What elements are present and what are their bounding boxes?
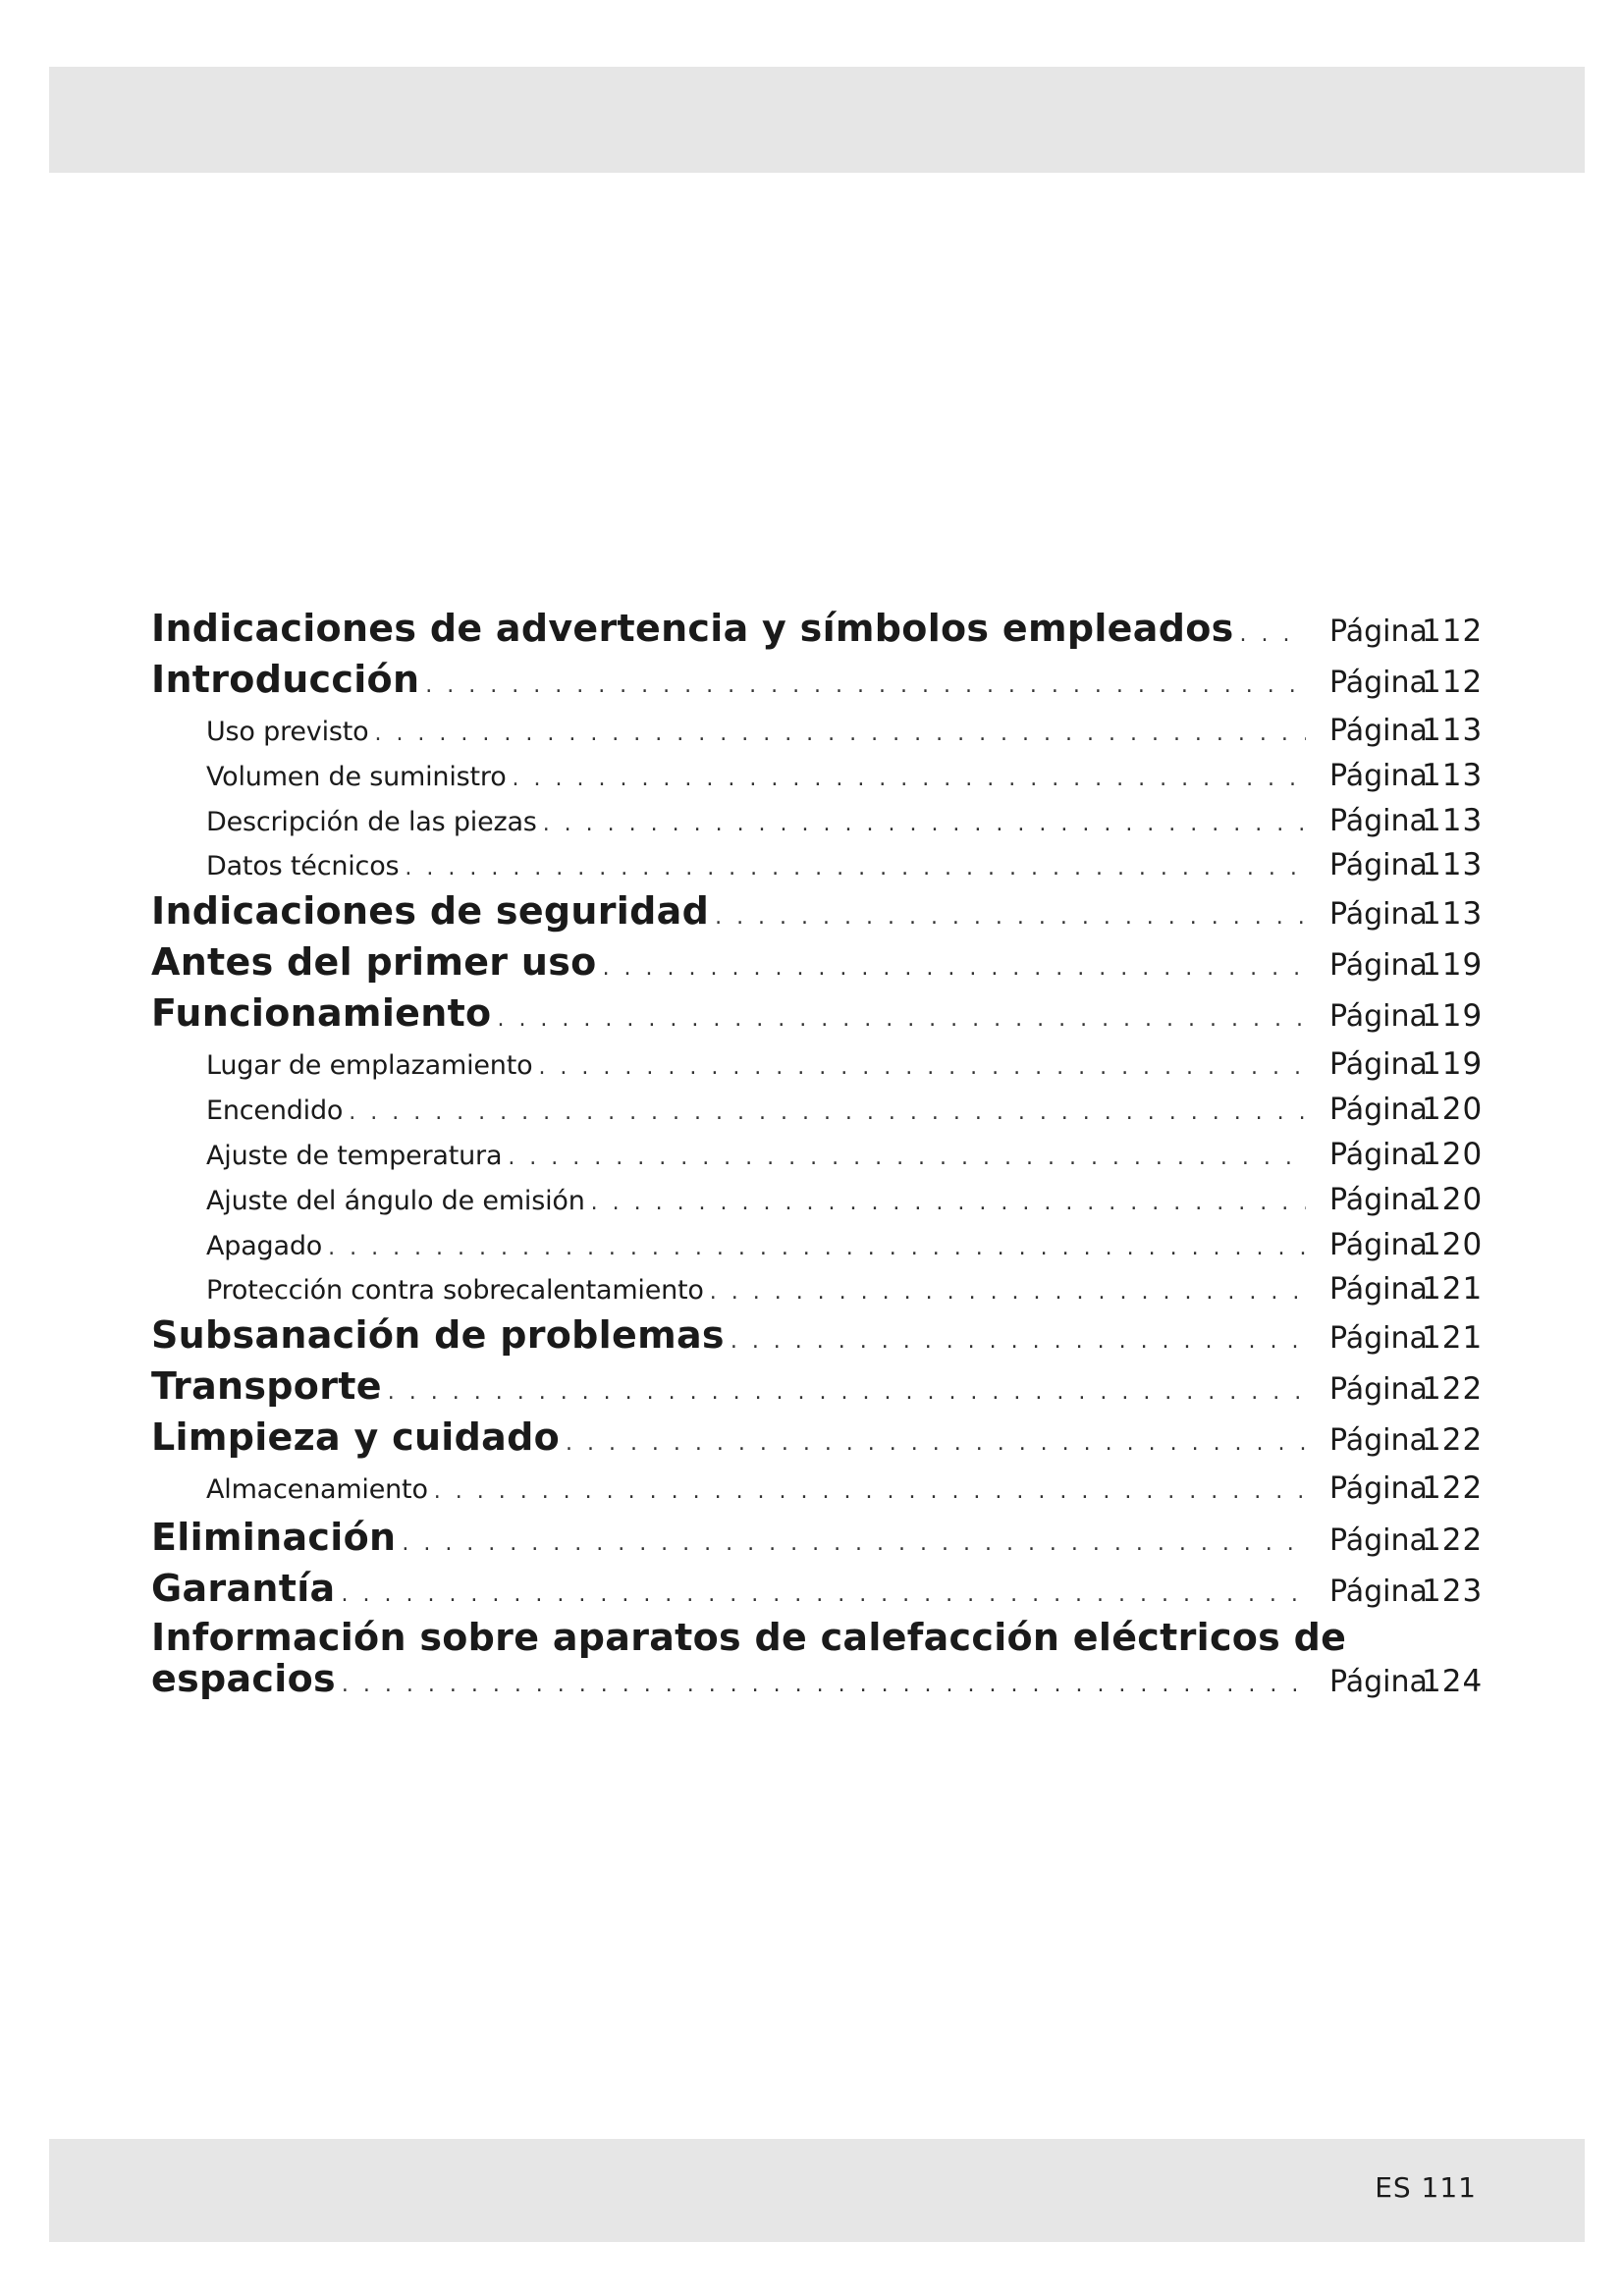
toc-page-number: 119 [1422,1046,1484,1082]
dot-leader [508,1146,1306,1170]
toc-entry-title: Uso previsto [206,717,369,747]
toc-entry-title: Descripción de las piezas [206,807,537,837]
dot-leader [328,1236,1306,1260]
toc-entry[interactable] [151,940,1484,984]
toc-subentry[interactable] [206,1227,1484,1262]
toc-page-label: Página [1329,1047,1428,1082]
toc-subentry[interactable] [206,803,1484,838]
toc-entry-title-line2: espacios [151,1657,336,1700]
toc-subentry[interactable] [206,1092,1484,1127]
dot-leader [543,812,1306,836]
toc-page-number: 120 [1422,1137,1484,1172]
toc-entry[interactable] [151,1313,1484,1357]
toc-page-number: 120 [1422,1227,1484,1262]
footer-band [49,2139,1585,2242]
toc-entry-title: Protección contra sobrecalentamiento [206,1275,704,1306]
toc-page-label: Página [1329,1423,1428,1458]
toc-entry-title: Ajuste de temperatura [206,1141,503,1171]
dot-leader [342,1582,1306,1607]
toc-entry[interactable] [151,658,1484,701]
toc-entry[interactable] [151,1415,1484,1459]
toc-entry[interactable] [151,1364,1484,1408]
toc-entry-title-line1: Información sobre aparatos de calefacción eléctricos de [151,1616,1347,1659]
toc-entry-title: Lugar de emplazamiento [206,1050,533,1081]
toc-subentry[interactable] [206,1182,1484,1217]
toc-entry-title: Introducción [151,658,420,701]
toc-page-label: Página [1329,1372,1428,1407]
dot-leader [566,1431,1306,1456]
toc-entry-title: Indicaciones de seguridad [151,889,710,933]
toc-entry-title: Datos técnicos [206,851,400,881]
toc-page-label: Página [1329,948,1428,983]
toc-page-label: Página [1329,1138,1428,1172]
toc-page-number: 113 [1422,803,1484,838]
dot-leader [731,1329,1306,1354]
toc-entry[interactable] [151,607,1484,650]
toc-page-number: 121 [1422,1320,1484,1356]
toc-page-number: 113 [1422,896,1484,932]
toc-entry-title: Almacenamiento [206,1474,428,1505]
dot-leader [434,1479,1306,1504]
toc-page-label: Página [1329,999,1428,1034]
toc-entry-title: Ajuste del ángulo de emisión [206,1186,585,1216]
toc-page-number: 122 [1422,1522,1484,1558]
toc-subentry[interactable] [206,1137,1484,1172]
toc-entry[interactable] [151,1657,1484,1700]
toc-entry-title: Antes del primer uso [151,940,597,984]
toc-page-label: Página [1329,1575,1428,1609]
toc-entry-title: Subsanación de problemas [151,1313,725,1357]
toc-entry[interactable] [151,991,1484,1035]
dot-leader [538,1055,1306,1080]
toc-page-label: Página [1329,614,1428,649]
toc-page-label: Página [1329,1523,1428,1558]
toc-page-number: 121 [1422,1271,1484,1307]
toc-entry-title: Garantía [151,1567,336,1610]
toc-page-number: 120 [1422,1092,1484,1127]
toc-page-number: 119 [1422,998,1484,1034]
toc-entry-title: Volumen de suministro [206,762,507,792]
dot-leader [603,956,1306,981]
toc-page-label: Página [1329,1471,1428,1506]
toc-page-label: Página [1329,759,1428,793]
toc-page-number: 113 [1422,847,1484,882]
dot-leader [1240,622,1306,647]
toc-entry-title: Transporte [151,1364,382,1408]
toc-entry-title: Indicaciones de advertencia y símbolos empleados [151,607,1234,650]
dot-leader [405,856,1306,881]
toc-subentry[interactable] [206,758,1484,793]
dot-leader [402,1531,1306,1556]
dot-leader [388,1380,1306,1405]
dot-leader [425,673,1306,698]
toc-page-number: 113 [1422,758,1484,793]
toc-page-number: 120 [1422,1182,1484,1217]
toc-page-number: 123 [1422,1574,1484,1609]
toc-page-label: Página [1329,1321,1428,1356]
toc-page-label: Página [1329,848,1428,882]
toc-page-label: Página [1329,897,1428,932]
toc-page-label: Página [1329,1093,1428,1127]
toc-page-number: 122 [1422,1371,1484,1407]
toc-page-label: Página [1329,1183,1428,1217]
toc-entry-title: Apagado [206,1231,323,1261]
dot-leader [710,1280,1306,1305]
toc-entry-title: Eliminación [151,1516,397,1559]
dot-leader [497,1007,1306,1032]
toc-page-number: 112 [1422,614,1484,649]
toc-page-label: Página [1329,1272,1428,1307]
dot-leader [342,1673,1306,1697]
toc-page-label: Página [1329,804,1428,838]
toc-subentry[interactable] [206,1046,1484,1082]
toc-entry-title: Funcionamiento [151,991,492,1035]
toc-entry-title: Encendido [206,1095,344,1126]
toc-page-label: Página [1329,666,1428,700]
toc-entry[interactable] [151,1567,1484,1610]
toc-subentry[interactable] [206,1470,1484,1506]
toc-page-label: Página [1329,1228,1428,1262]
dot-leader [513,767,1306,791]
dot-leader [349,1100,1306,1125]
toc-page-label: Página [1329,1665,1428,1699]
toc-subentry[interactable] [206,847,1484,882]
toc-page-number: 119 [1422,947,1484,983]
dot-leader [591,1191,1306,1215]
toc-subentry[interactable] [206,1271,1484,1307]
footer-page-number: ES 111 [1375,2171,1477,2204]
toc-page-number: 112 [1422,665,1484,700]
toc-page-number: 113 [1422,713,1484,748]
toc-subentry[interactable] [206,713,1484,748]
toc-page-number: 122 [1422,1422,1484,1458]
dot-leader [374,721,1306,746]
toc-page-label: Página [1329,714,1428,748]
toc-entry[interactable] [151,1516,1484,1559]
toc-page-number: 124 [1422,1664,1484,1699]
toc-page-number: 122 [1422,1470,1484,1506]
toc-entry-title: Limpieza y cuidado [151,1415,560,1459]
toc-entry[interactable] [151,889,1484,933]
dot-leader [715,905,1306,930]
